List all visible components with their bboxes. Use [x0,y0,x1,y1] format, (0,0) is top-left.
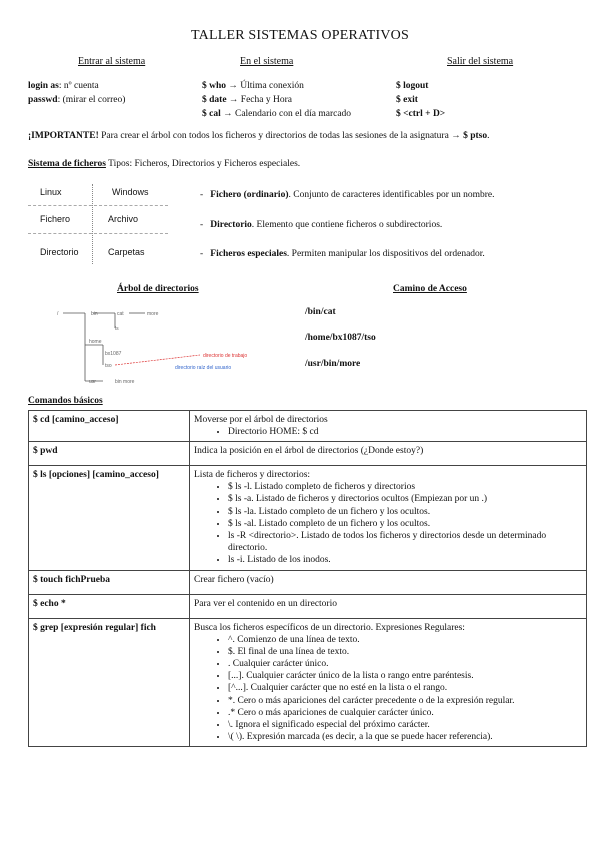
table-row [29,594,587,618]
commands-heading: Comandos básicos [28,396,103,406]
directory-tree-diagram [55,303,285,388]
type-windows-file: Archivo [108,214,139,224]
types-row-rule [28,205,168,206]
header-enter: Entrar al sistema [78,56,146,67]
table-row [29,442,587,466]
cmd-cell: $ echo * [29,594,190,618]
filesystem-heading: Sistema de ficheros Tipos: Ficheros, Directorios y Ficheros especiales. [28,159,301,169]
exit-line: $ exit [396,95,418,105]
cal-line: $ cal → Calendario con el día marcado [202,109,352,119]
type-desc-file: - Fichero (ordinario). Conjunto de caracteres identificables por un nombre. [200,190,495,200]
path-usr-bin-more: /usr/bin/more [305,359,361,369]
cmd-cell: $ ls [opciones] [camino_acceso] [29,466,190,570]
cmd-cell: $ pwd [29,442,190,466]
cmd-cell: $ grep [expresión regular] fich [29,618,190,747]
svg-text:bx1087: bx1087 [105,351,122,357]
desc-cell: Para ver el contenido en un directorio [190,594,587,618]
svg-text:usr: usr [89,379,96,385]
tree-title: Árbol de directorios [117,284,199,294]
cmd-cell: $ cd [camino_acceso] [29,411,190,442]
path-bin-cat: /bin/cat [305,307,336,317]
svg-text:bin more: bin more [115,379,135,385]
desc-cell: Lista de ficheros y directorios: • $ ls -l. Listado completo de ficheros y directorios • $ ls -a. Listado de ficheros y directorios ocultos (Empiezan por un .) • $ ls -la. Listado completo de un fichero y los ocultos. • $ ls -al. Listado completo de un fichero y los ocultos. • ls -R <directorio>. Listado de todos los ficheros y directorios desde un determinado directorio. • ls -i. Listado de los inodos. [190,466,587,570]
table-row [29,570,587,594]
header-in-system: En el sistema [240,56,294,67]
table-row [29,618,587,747]
types-row-rule [28,233,168,234]
svg-text:/: / [57,311,59,317]
date-line: $ date → Fecha y Hora [202,95,292,105]
svg-text:directorio raíz del usuario: directorio raíz del usuario [175,365,232,371]
svg-text:more: more [147,311,159,317]
svg-text:tso: tso [105,363,112,369]
page-title: TALLER SISTEMAS OPERATIVOS [191,28,409,43]
svg-text:directorio de trabajo: directorio de trabajo [203,353,248,359]
who-line: $ who → Última conexión [202,81,304,91]
types-divider [92,184,93,264]
desc-cell: Busca los ficheros específicos de un directorio. Expresiones Regulares: • ^. Comienzo de una línea de texto. • $. El final de una línea de texto. • . Cualquier carácter único. • [...]. Cualquier carácter único de la lista o rango entre paréntesis. • [^...]. Cualquier carácter que no esté en la lista o el rango. • *. Cero o más apariciones del carácter precedente o de la expresión regular. • .* Cero o más apariciones de cualquier carácter único. • \. Ignora el significado especial del próximo carácter. • \( \). Expresión marcada (es decir, a la que se puede hacer referencia). [190,618,587,747]
path-title: Camino de Acceso [393,284,467,294]
svg-text:home: home [89,339,102,345]
path-home-tso: /home/bx1087/tso [305,333,376,343]
type-desc-special: - Ficheros especiales. Permiten manipular los dispositivos del ordenador. [200,249,485,259]
type-linux-file: Fichero [40,214,71,224]
commands-table [28,410,587,747]
login-line: login as: nº cuenta [28,81,99,91]
svg-text:bin: bin [91,311,98,317]
desc-cell: Indica la posición en el árbol de directorios (¿Donde estoy?) [190,442,587,466]
svg-text:ls: ls [115,326,119,332]
passwd-line: passwd: (mirar el correo) [28,95,126,105]
table-row [29,466,587,570]
header-exit: Salir del sistema [447,56,514,67]
type-desc-dir: - Directorio. Elemento que contiene ficheros o subdirectorios. [200,220,443,230]
svg-text:cat: cat [117,311,124,317]
ctrl-d-line: $ <ctrl + D> [396,109,446,119]
desc-cell: Moverse por el árbol de directorios • Directorio HOME: $ cd [190,411,587,442]
cmd-cell: $ touch fichPrueba [29,570,190,594]
desc-cell: Crear fichero (vacío) [190,570,587,594]
type-windows-dir: Carpetas [108,247,145,257]
important-note: ¡IMPORTANTE! Para crear el árbol con todos los ficheros y directorios de todas las sesiones de la asignatura → $ ptso. [28,131,490,141]
type-windows-header: Windows [112,187,149,197]
type-linux-dir: Directorio [40,247,79,257]
table-row [29,411,587,442]
logout-line: $ logout [396,81,429,91]
type-linux-header: Linux [40,187,62,197]
